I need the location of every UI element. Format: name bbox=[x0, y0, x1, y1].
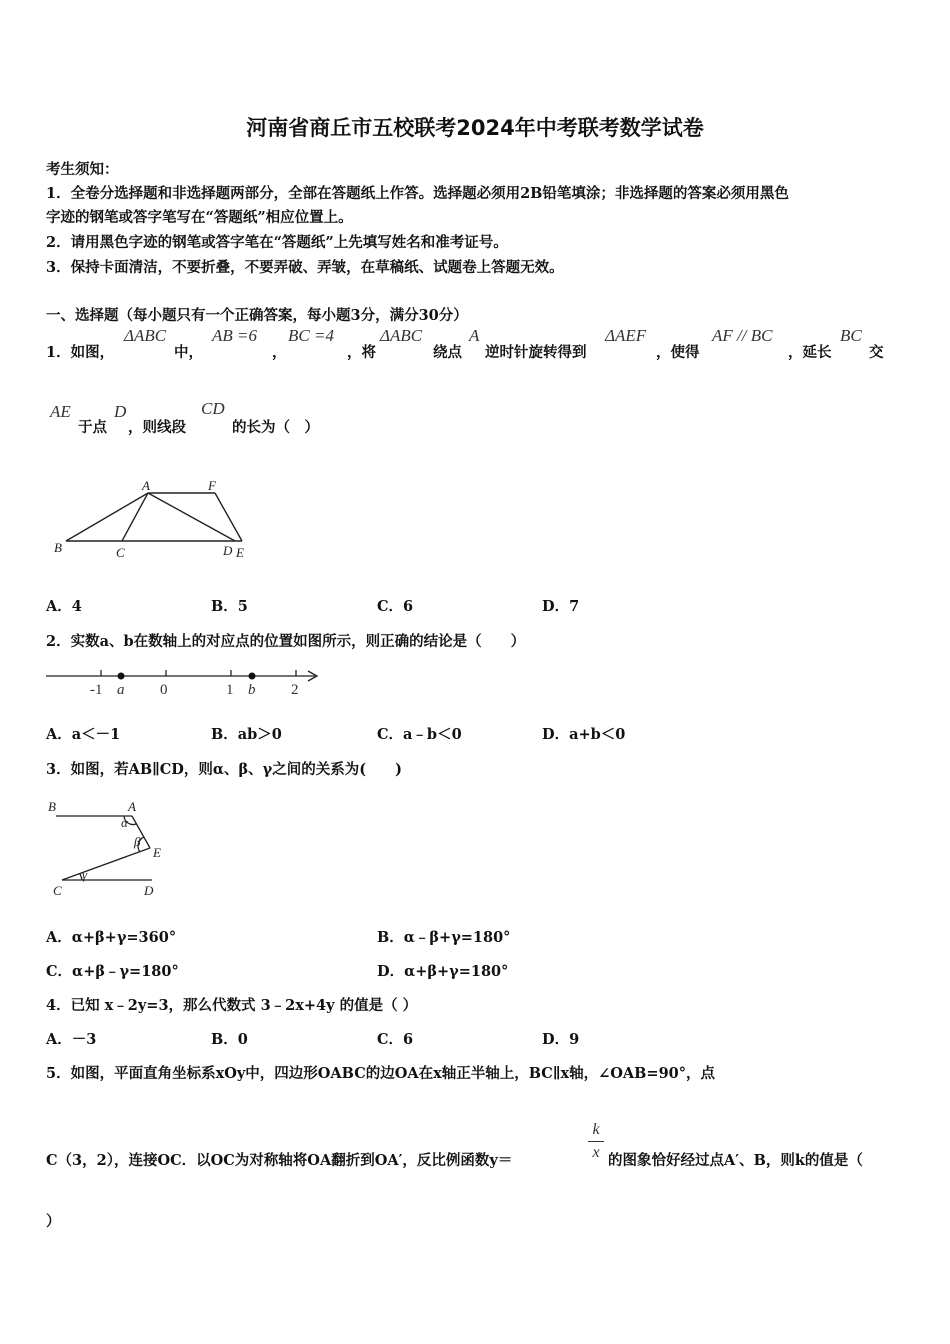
q5-frac-den: x bbox=[592, 1144, 600, 1161]
q5-frac-bar bbox=[588, 1141, 604, 1142]
q4-option-d: D．9 bbox=[542, 1031, 580, 1048]
q1-text: 交 bbox=[869, 344, 884, 361]
q2-stem: 2．实数a、b在数轴上的对应点的位置如图所示，则正确的结论是（ ） bbox=[46, 633, 526, 650]
q5-line1: 5．如图，平面直角坐标系xOy中，四边形OABC的边OA在x轴正半轴上，BC∥x轴，∠OAB=90°，点 bbox=[46, 1065, 716, 1082]
q1-math-aef: ΔAEF bbox=[605, 326, 647, 345]
q1-math-d: D bbox=[114, 402, 127, 421]
q5-line2: C（3，2），连接OC．以OC为对称轴将OA翻折到OA′，反比例函数y＝ bbox=[46, 1152, 513, 1169]
q1-text: 于点 bbox=[78, 419, 107, 436]
q1-math-bc: BC =4 bbox=[288, 326, 334, 345]
q3-option-a: A．α+β+γ=360° bbox=[46, 929, 177, 946]
notice-item-1-cont: 字迹的钢笔或答字笔写在“答题纸”相应位置上。 bbox=[46, 209, 353, 226]
q1-option-a: A．4 bbox=[46, 598, 82, 615]
q1-label-e: E bbox=[236, 545, 244, 560]
q1-figure bbox=[50, 475, 260, 565]
q1-text: ，则线段 bbox=[128, 419, 186, 436]
notice-item-2: 2．请用黑色字迹的钢笔或答字笔在“答题纸”上先填写姓名和准考证号。 bbox=[46, 234, 508, 251]
q2-option-c: C．a﹣b＜0 bbox=[377, 726, 462, 743]
q3-stem: 3．如图，若AB∥CD，则α、β、γ之间的关系为( ) bbox=[46, 761, 402, 778]
q2-tick-1: 1 bbox=[226, 682, 234, 698]
q2-option-b: B．ab＞0 bbox=[211, 726, 282, 743]
q4-stem: 4．已知 x﹣2y=3，那么代数式 3﹣2x+4y 的值是（ ） bbox=[46, 997, 418, 1014]
section-heading: 一、选择题（每小题只有一个正确答案，每小题3分，满分30分） bbox=[46, 307, 468, 324]
q3-label-b: B bbox=[48, 799, 56, 814]
q5-fraction bbox=[588, 1120, 604, 1163]
q2-point-b bbox=[249, 673, 256, 680]
q3-option-c: C．α+β﹣γ=180° bbox=[46, 963, 179, 980]
q2-number-line bbox=[40, 662, 330, 702]
q2-tick-minus1: -1 bbox=[90, 682, 103, 698]
q1-seg-ae bbox=[148, 493, 235, 541]
q3-label-beta: β bbox=[134, 834, 141, 849]
q1-seg-fe bbox=[215, 493, 242, 541]
q1-text: 的长为（ ） bbox=[232, 419, 319, 436]
q3-option-b: B．α﹣β+γ=180° bbox=[377, 929, 511, 946]
q1-text: 逆时针旋转得到 bbox=[485, 344, 587, 361]
q1-math-cd: CD bbox=[201, 399, 225, 418]
q1-label-a: A bbox=[142, 478, 150, 493]
q1-option-b: B．5 bbox=[211, 598, 248, 615]
q2-option-d: D．a+b＜0 bbox=[542, 726, 626, 743]
q2-tick-a: a bbox=[117, 682, 125, 698]
notice-header: 考生须知： bbox=[46, 161, 119, 178]
q1-text: 中， bbox=[174, 344, 203, 361]
notice-item-3: 3．保持卡面清洁，不要折叠，不要弄破、弄皱，在草稿纸、试题卷上答题无效。 bbox=[46, 259, 564, 276]
q1-label-f: F bbox=[208, 478, 216, 493]
q1-text: ，将 bbox=[347, 344, 376, 361]
q3-label-gamma: γ bbox=[82, 867, 88, 882]
q3-label-c: C bbox=[53, 883, 62, 898]
q1-math-af: AF // BC bbox=[712, 326, 773, 345]
q2-tick-2: 2 bbox=[291, 682, 299, 698]
q4-option-c: C．6 bbox=[377, 1031, 414, 1048]
q1-math-ae: AE bbox=[50, 402, 71, 421]
notice-item-1: 1．全卷分选择题和非选择题两部分，全部在答题纸上作答。选择题必须用2B铅笔填涂；非选择题的答案必须用黑色 bbox=[46, 185, 789, 202]
q5-line3: ） bbox=[46, 1213, 61, 1230]
q2-option-a: A．a＜－1 bbox=[46, 726, 121, 743]
q2-tick-0: 0 bbox=[160, 682, 168, 698]
q2-tick-b: b bbox=[248, 682, 256, 698]
q1-math-abc2: ΔABC bbox=[380, 326, 423, 345]
q4-option-a: A．－3 bbox=[46, 1031, 97, 1048]
q1-label-b: B bbox=[54, 540, 62, 555]
q1-math-ab: AB =6 bbox=[212, 326, 257, 345]
q5-line2-cont: 的图象恰好经过点A′、B，则k的值是（ bbox=[608, 1152, 863, 1169]
q1-label-d: D bbox=[223, 543, 233, 558]
q1-option-d: D．7 bbox=[542, 598, 580, 615]
q5-frac-num: k bbox=[592, 1121, 600, 1138]
q1-text: ，延长 bbox=[788, 344, 832, 361]
q3-option-d: D．α+β+γ=180° bbox=[377, 963, 509, 980]
q1-label-c: C bbox=[116, 545, 125, 560]
q1-text: 绕点 bbox=[433, 344, 462, 361]
q3-seg-ec bbox=[62, 848, 150, 880]
q3-label-d: D bbox=[144, 883, 154, 898]
q1-line1: 1．如图， bbox=[46, 344, 115, 361]
q1-text: ，使得 bbox=[656, 344, 700, 361]
q3-label-a: A bbox=[128, 799, 136, 814]
q3-figure bbox=[44, 796, 184, 906]
q1-math-a: A bbox=[469, 326, 480, 345]
q3-label-alpha: α bbox=[121, 815, 128, 830]
q4-option-b: B．0 bbox=[211, 1031, 248, 1048]
page-title: 河南省商丘市五校联考2024年中考联考数学试卷 bbox=[246, 116, 704, 140]
q1-math-bc2: BC bbox=[840, 326, 862, 345]
q1-math-abc: ΔABC bbox=[124, 326, 167, 345]
q2-point-a bbox=[118, 673, 125, 680]
q3-label-e: E bbox=[153, 845, 161, 860]
q1-option-c: C．6 bbox=[377, 598, 414, 615]
q1-text: ， bbox=[272, 344, 287, 361]
